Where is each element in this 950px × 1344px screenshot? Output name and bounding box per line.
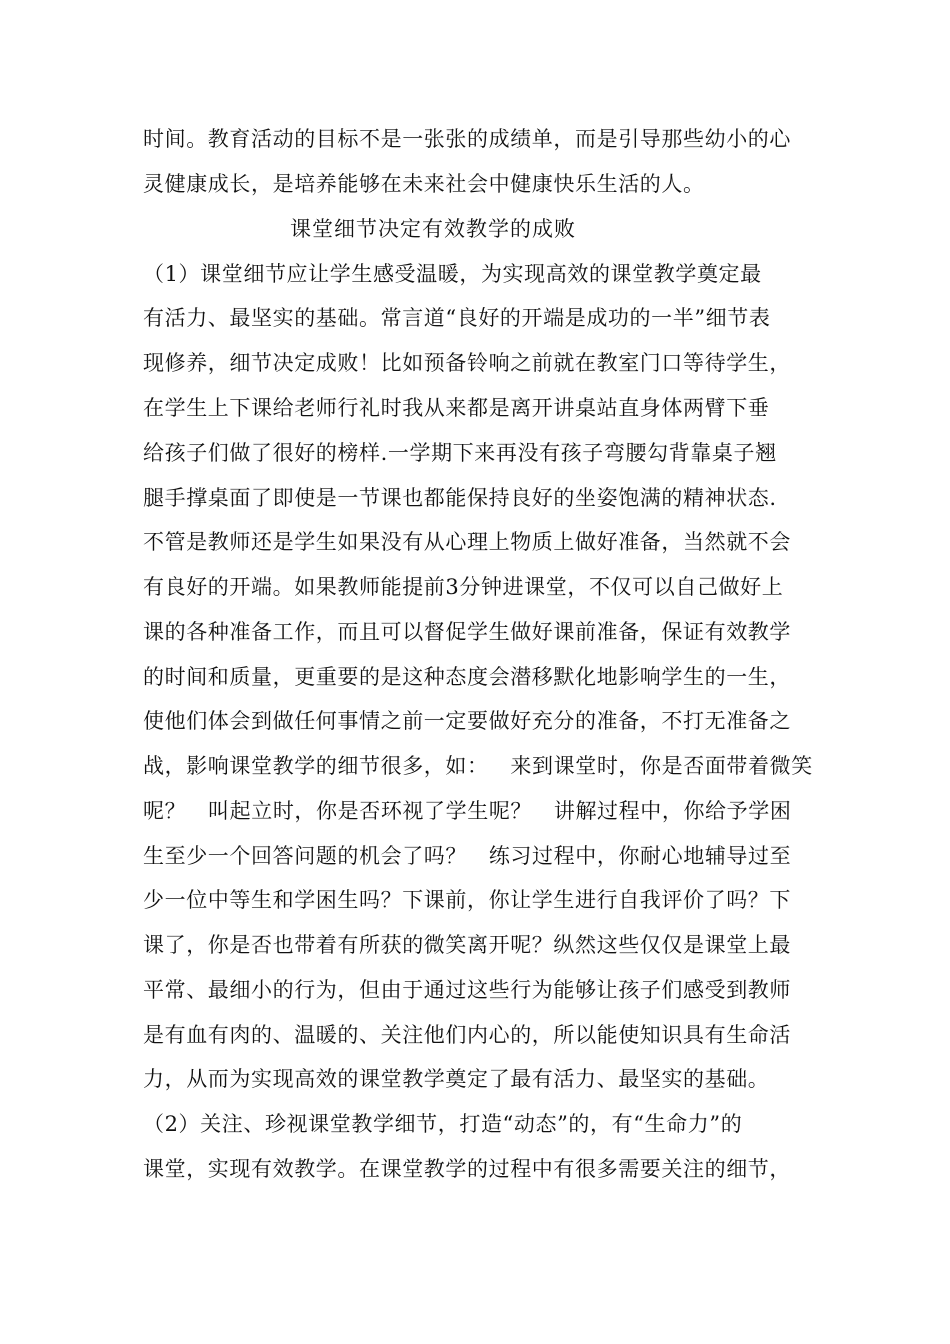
text-line: 有良好的开端。如果教师能提前3分钟进课堂，不仅可以自己做好上 (143, 575, 784, 599)
text-line: 课了，你是否也带着有所获的微笑离开呢？纵然这些仅仅是课堂上最 (143, 933, 791, 957)
text-line: 现修养，细节决定成败！比如预备铃响之前就在教室门口等待学生， (143, 351, 791, 375)
text-line: 课的各种准备工作，而且可以督促学生做好课前准备，保证有效教学 (143, 620, 791, 644)
text-line: 使他们体会到做任何事情之前一定要做好充分的准备，不打无准备之 (143, 709, 791, 733)
text-line: 战，影响课堂教学的细节很多，如： 来到课堂时，你是否面带着微笑 (143, 754, 813, 778)
text-line: （1）课堂细节应让学生感受温暖，为实现高效的课堂教学奠定最 (143, 262, 762, 286)
text-line: 灵健康成长，是培养能够在未来社会中健康快乐生活的人。 (143, 172, 705, 196)
text-line: 腿手撑桌面了即使是一节课也都能保持良好的坐姿饱满的精神状态. (143, 486, 777, 510)
text-line: 是有血有肉的、温暖的、关注他们内心的，所以能使知识具有生命活 (143, 1023, 791, 1047)
text-line: 呢？ 叫起立时，你是否环视了学生呢？ 讲解过程中，你给予学困 (143, 799, 792, 823)
text-line: 有活力、最坚实的基础。常言道“良好的开端是成功的一半”细节表 (143, 306, 771, 330)
text-line: 的时间和质量，更重要的是这种态度会潜移默化地影响学生的一生， (143, 665, 791, 689)
text-line: 不管是教师还是学生如果没有从心理上物质上做好准备，当然就不会 (143, 530, 791, 554)
text-line: 生至少一个回答问题的机会了吗？ 练习过程中，你耐心地辅导过至 (143, 844, 792, 868)
text-line: 平常、最细小的行为，但由于通过这些行为能够让孩子们感受到教师 (143, 978, 791, 1002)
text-line: 时间。教育活动的目标不是一张张的成绩单，而是引导那些幼小的心 (143, 127, 791, 151)
text-line: 给孩子们做了很好的榜样.一学期下来再没有孩子弯腰勾背靠桌子翘 (143, 441, 777, 465)
text-line: 力，从而为实现高效的课堂教学奠定了最有活力、最坚实的基础。 (143, 1067, 770, 1091)
text-line: （2）关注、珍视课堂教学细节，打造“动态”的，有“生命力”的 (143, 1112, 743, 1136)
section-title: 课堂细节决定有效教学的成败 (290, 217, 576, 241)
text-line: 少一位中等生和学困生吗？下课前，你让学生进行自我评价了吗？下 (143, 888, 791, 912)
text-line: 课堂，实现有效教学。在课堂教学的过程中有很多需要关注的细节， (143, 1157, 791, 1181)
text-line: 在学生上下课给老师行礼时我从来都是离开讲桌站直身体两臂下垂 (143, 396, 770, 420)
